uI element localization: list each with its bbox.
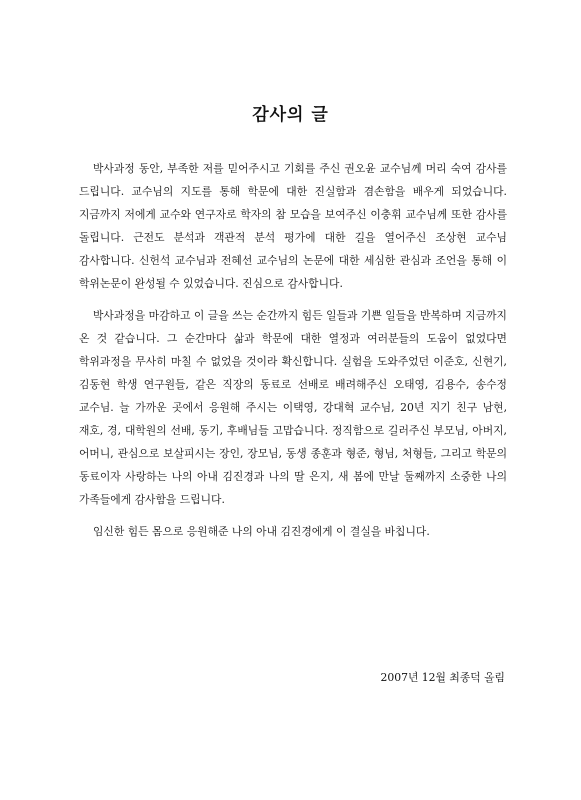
paragraph-3: 임신한 힘든 몸으로 응원해준 나의 아내 김진경에게 이 결실을 바칩니다.	[93, 525, 430, 538]
signature-line: 2007년 12월 최종덕 올림	[380, 671, 505, 684]
document-body	[79, 157, 507, 552]
page-title: 감사의 글	[252, 105, 329, 125]
paragraph-1: 박사과정 동안, 부족한 저를 믿어주시고 기회를 주신 권오윤 교수님께 머리 숙여 감사를 드립니다. 교수님의 지도를 통해 학문에 대한 진실함과 겸손함을 배우게 되었습니다. 지금까지 저에게 교수와 연구자로 학자의 참 모습을 보여주신 이충휘 교수님께 또한 감사를 돌립니다. 근전도 분석과 객관적 분석 평가에 대한 길을 열어주신 조상현 교수님 감사합니다. 신헌석 교수님과 전혜선 교수님의 논문에 대한 세심한 관심과 조언을 통해 이 학위논문이 완성될 수 있었습니다. 진심으로 감사합니다.	[79, 162, 507, 290]
paragraph-2: 박사과정을 마감하고 이 글을 쓰는 순간까지 힘든 일들과 기쁜 일들을 반복하며 지금까지 온 것 같습니다. 그 순간마다 삶과 학문에 대한 열정과 여러분들의 도움이 없었다면 학위과정을 무사히 마칠 수 없었을 것이라 확신합니다. 실험을 도와주었던 이준호, 신현기, 김동현 학생 연구원들, 같은 직장의 동료로 선배로 배려해주신 오태영, 김용수, 송수정 교수님. 늘 가까운 곳에서 응원해 주시는 이택영, 강대혁 교수님, 20년 지기 친구 남현, 재호, 경, 대학원의 선배, 동기, 후배님들 고맙습니다. 정직함으로 길러주신 부모님, 아버지, 어머니, 관심으로 보살피시는 장인, 장모님, 동생 종훈과 형준, 형님, 처형들, 그리고 학문의 동료이자 사랑하는 나의 아내 김진경과 나의 딸 은지, 새 봄에 만날 둘째까지 소중한 나의 가족들에게 감사함을 드립니다.	[79, 309, 507, 506]
